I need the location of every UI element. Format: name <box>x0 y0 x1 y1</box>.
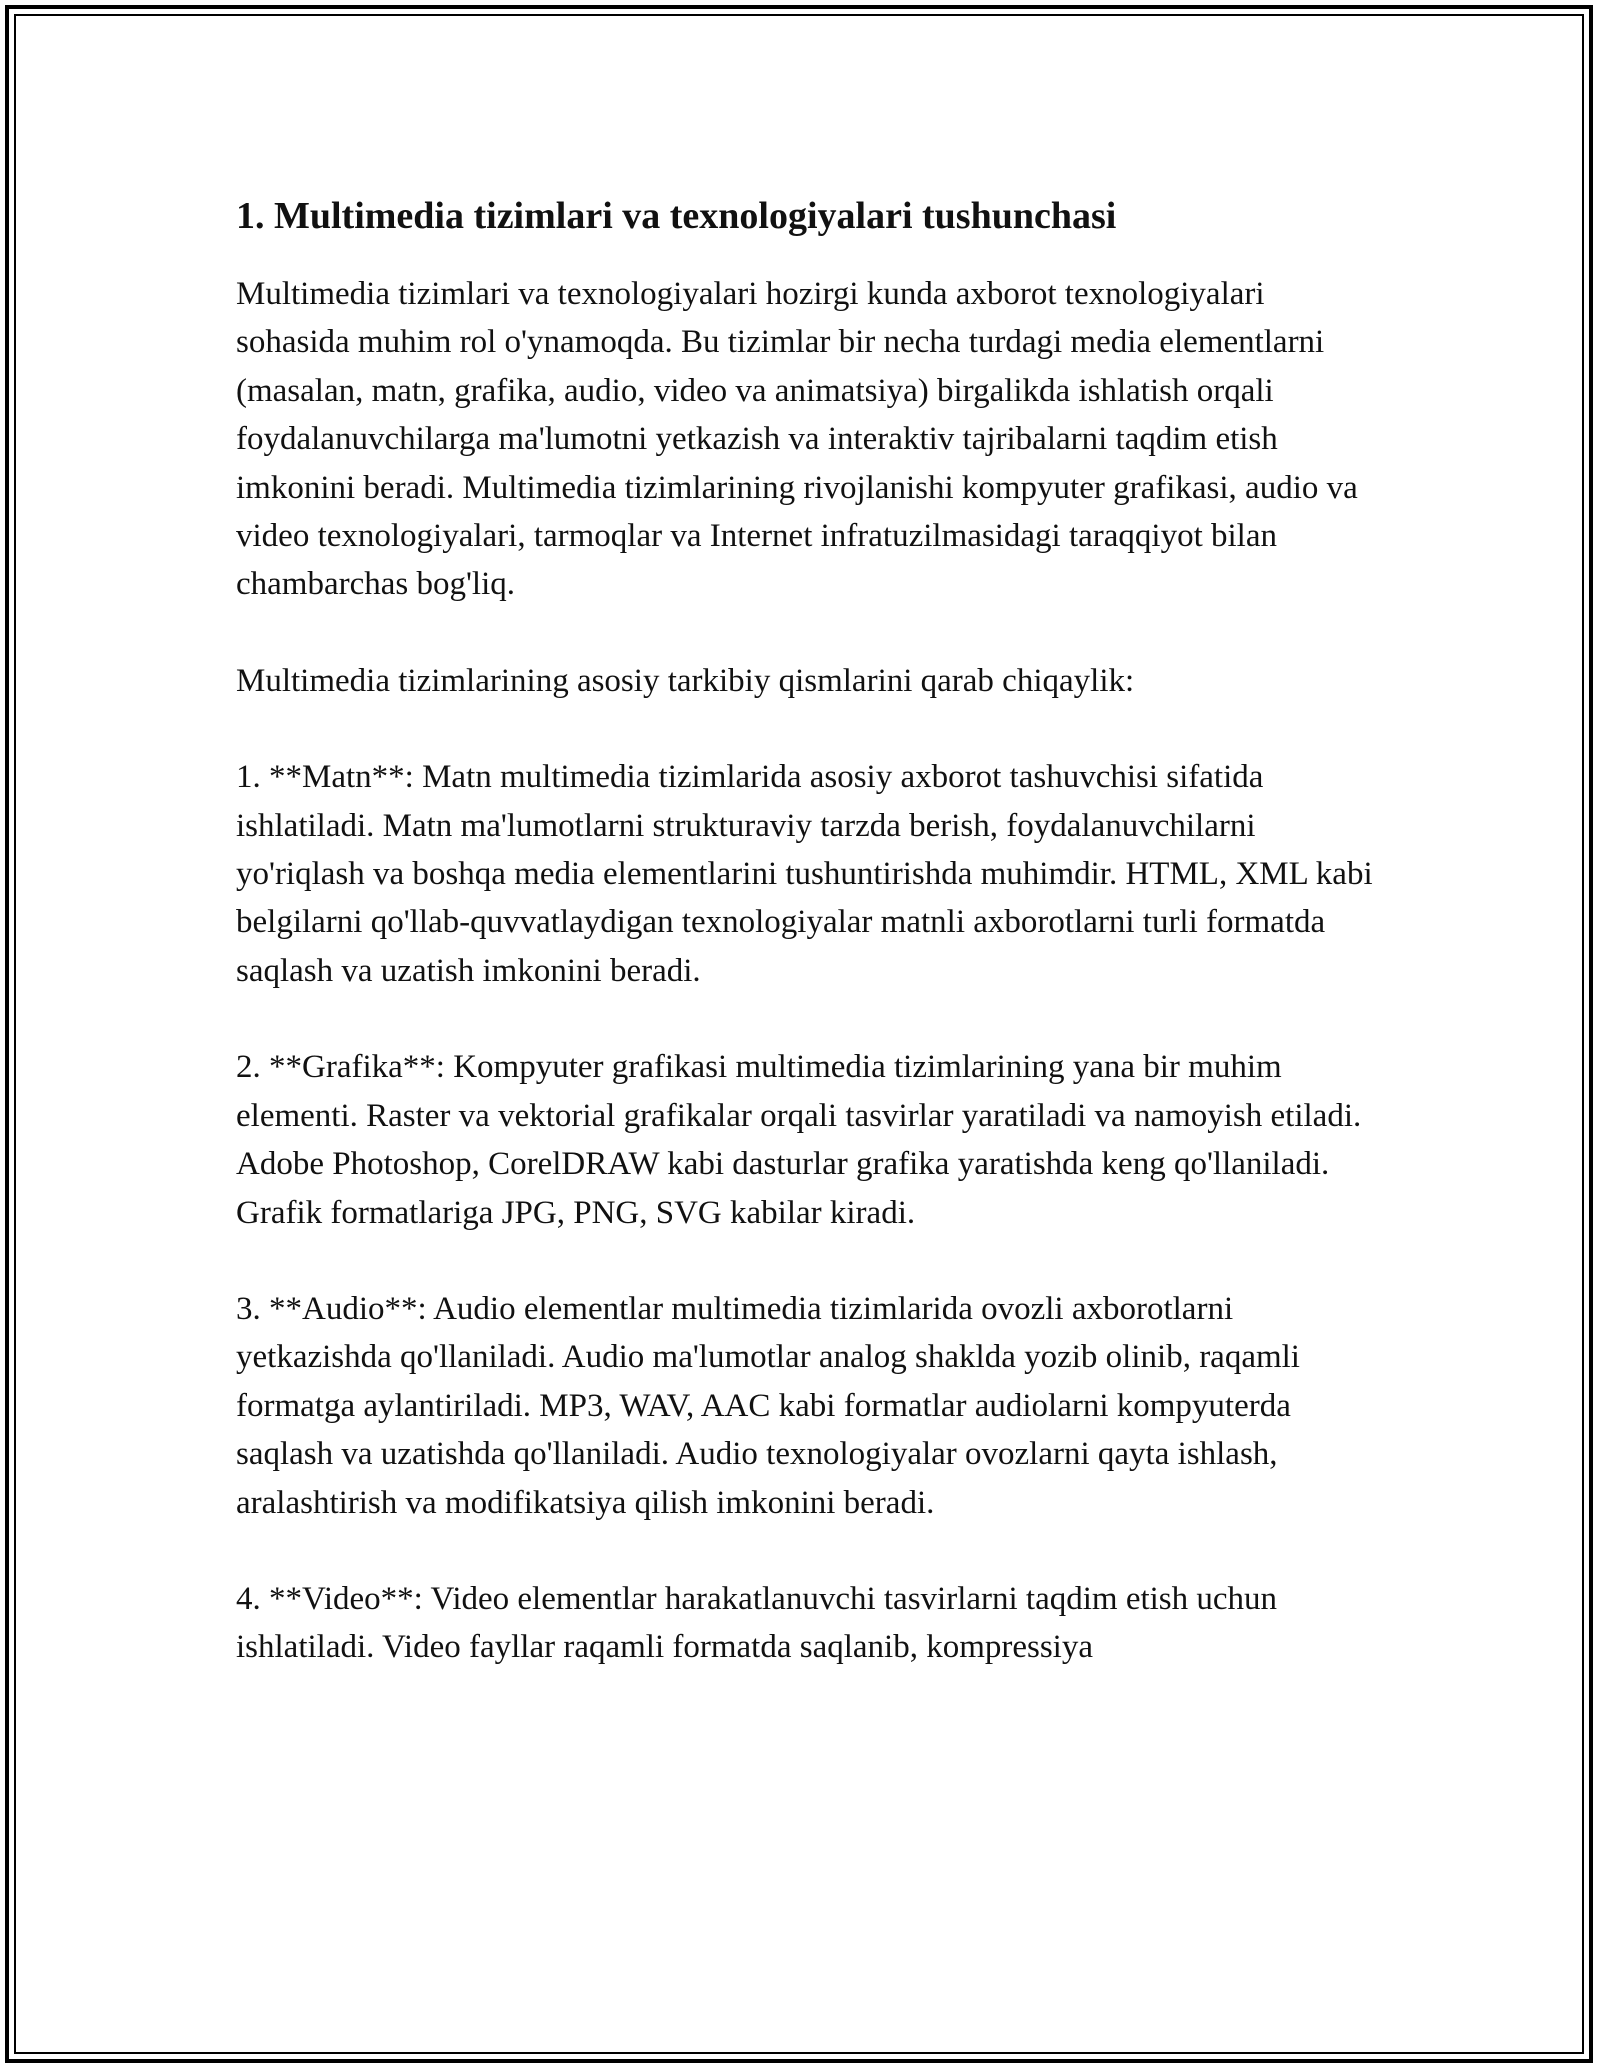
intro-paragraph: Multimedia tizimlari va texnologiyalari hozirgi kunda axborot texnologiyalari sohasida muhim rol o'ynamoqda. Bu tizimlar bir necha turdagi media elementlarni (masalan, matn, grafika, audio, video va animatsiya) birgalikda ishlatish orqali foydalanuvchilarga ma'lumotni yetkazish va interaktiv tajribalarni taqdim etish imkonini beradi. Multimedia tizimlarining rivojlanishi kompyuter grafikasi, audio va video texnologiyalari, tarmoqlar va Internet infratuzilmasidagi taraqqiyot bilan chambarchas bog'liq. <box>236 276 1358 603</box>
video-component-paragraph: 4. **Video**: Video elementlar harakatlanuvchi tasvirlarni taqdim etish uchun ishlatiladi. Video fayllar raqamli formatda saqlanib, kompressiya <box>236 1580 1278 1666</box>
document-body <box>236 190 1376 1720</box>
section-heading: 1. Multimedia tizimlari va texnologiyalari tushunchasi <box>236 195 1117 237</box>
text-component-paragraph: 1. **Matn**: Matn multimedia tizimlarida asosiy axborot tashuvchisi sifatida ishlatiladi. Matn ma'lumotlarni strukturaviy tarzda berish, foydalanuvchilarni yo'riqlash va boshqa media elementlarini tushuntirishda muhimdir. HTML, XML kabi belgilarni qo'llab-quvvatlaydigan texnologiyalar matnli axborotlarni turli formatda saqlash va uzatish imkonini beradi. <box>236 759 1373 989</box>
components-intro-paragraph: Multimedia tizimlarining asosiy tarkibiy qismlarini qarab chiqaylik: <box>236 662 1135 699</box>
graphics-component-paragraph: 2. **Grafika**: Kompyuter grafikasi multimedia tizimlarining yana bir muhim elementi. Raster va vektorial grafikalar orqali tasvirlar yaratiladi va namoyish etiladi. Adobe Photoshop, CorelDRAW kabi dasturlar grafika yaratishda keng qo'llaniladi. Grafik formatlariga JPG, PNG, SVG kabilar kiradi. <box>236 1049 1362 1231</box>
audio-component-paragraph: 3. **Audio**: Audio elementlar multimedia tizimlarida ovozli axborotlarni yetkazishda qo'llaniladi. Audio ma'lumotlar analog shaklda yozib olinib, raqamli formatga aylantiriladi. MP3, WAV, AAC kabi formatlar audiolarni kompyuterda saqlash va uzatishda qo'llaniladi. Audio texnologiyalar ovozlarni qayta ishlash, aralashtirish va modifikatsiya qilish imkonini beradi. <box>236 1290 1300 1521</box>
